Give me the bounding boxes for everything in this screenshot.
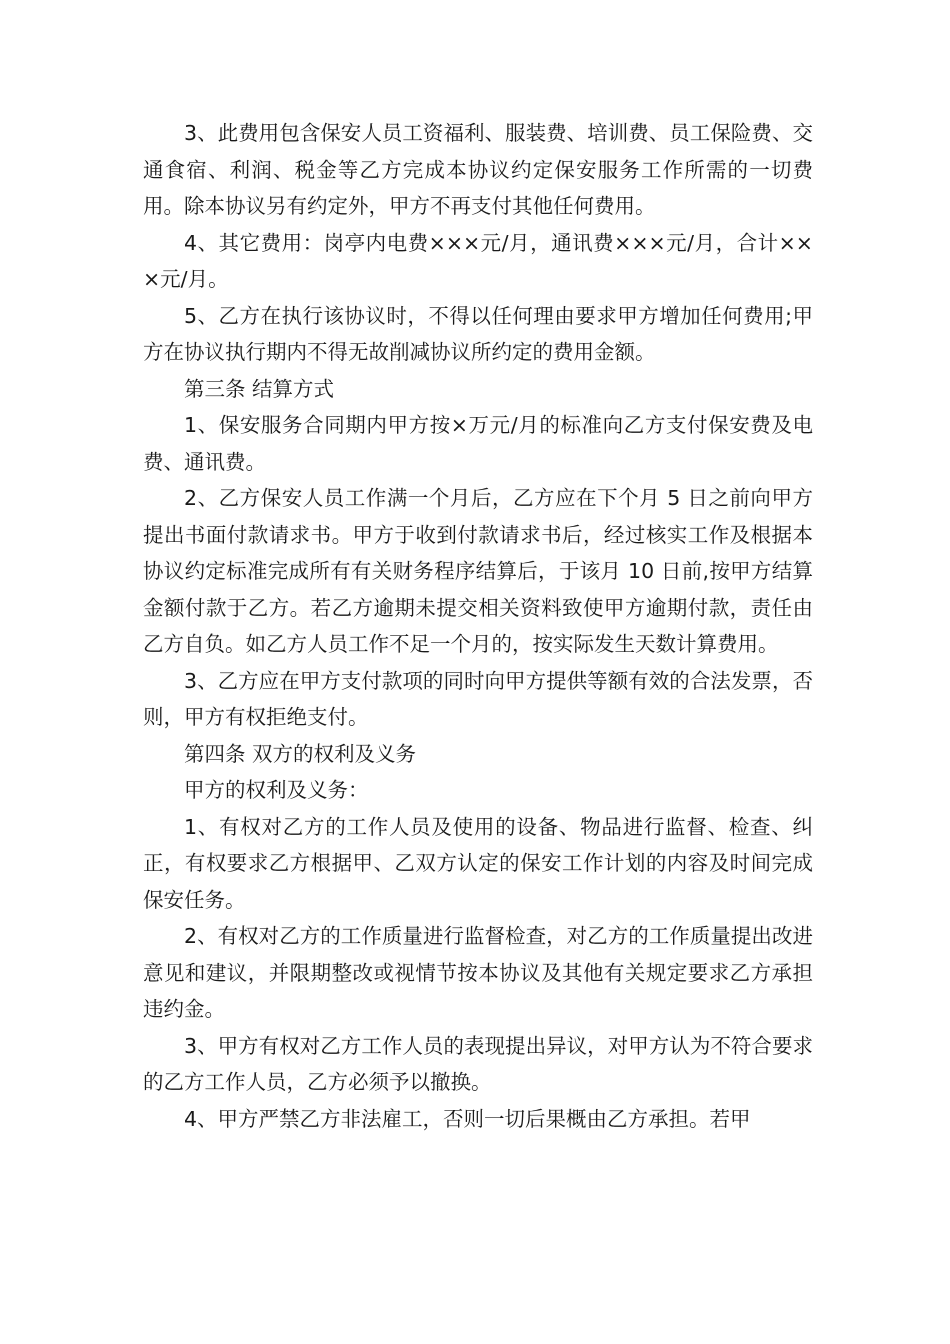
paragraph-no-increase: 5、乙方在执行该协议时，不得以任何理由要求甲方增加任何费用;甲方在协议执行期内不得无故削减协议所约定的费用金额。	[143, 303, 813, 364]
paragraph-monthly-payment: 1、保安服务合同期内甲方按×万元/月的标准向乙方支付保安费及电费、通讯费。	[143, 413, 813, 474]
paragraph-other-fees: 4、其它费用：岗亭内电费×××元/月，通讯费×××元/月，合计×××元/月。	[143, 230, 813, 291]
paragraph-supervision-right: 1、有权对乙方的工作人员及使用的设备、物品进行监督、检查、纠正，有权要求乙方根据甲、乙双方认定的保安工作计划的内容及时间完成保安任务。	[143, 814, 813, 912]
paragraph-payment-request: 2、乙方保安人员工作满一个月后，乙方应在下个月 5 日之前向甲方提出书面付款请求书。甲方于收到付款请求书后，经过核实工作及根据本协议约定标准完成所有有关财务程序结算后，于该月 10 日前,按甲方结算金额付款于乙方。若乙方逾期未提交相关资料致使甲方逾期付款，责任由乙方自负。如乙方人员工作不足一个月的，按实际发生天数计算费用。	[143, 486, 813, 656]
section-heading-rights-obligations: 第四条 双方的权利及义务	[184, 741, 417, 766]
paragraph-quality-inspection: 2、有权对乙方的工作质量进行监督检查，对乙方的工作质量提出改进意见和建议，并限期整改或视情节按本协议及其他有关规定要求乙方承担违约金。	[143, 924, 813, 1021]
paragraph-illegal-hiring: 4、甲方严禁乙方非法雇工，否则一切后果概由乙方承担。若甲	[184, 1106, 751, 1131]
paragraph-invoice: 3、乙方应在甲方支付款项的同时向甲方提供等额有效的合法发票，否则，甲方有权拒绝支付。	[143, 668, 813, 729]
paragraph-staff-replacement: 3、甲方有权对乙方工作人员的表现提出异议，对甲方认为不符合要求的乙方工作人员，乙方必须予以撤换。	[143, 1033, 813, 1094]
section-heading-settlement: 第三条 结算方式	[184, 376, 335, 401]
paragraph-fee-inclusion: 3、此费用包含保安人员工资福利、服装费、培训费、员工保险费、交通食宿、利润、税金等乙方完成本协议约定保安服务工作所需的一切费用。除本协议另有约定外，甲方不再支付其他任何费用。	[143, 121, 813, 218]
document-body	[143, 115, 813, 1137]
subheading-party-a: 甲方的权利及义务：	[184, 778, 369, 802]
